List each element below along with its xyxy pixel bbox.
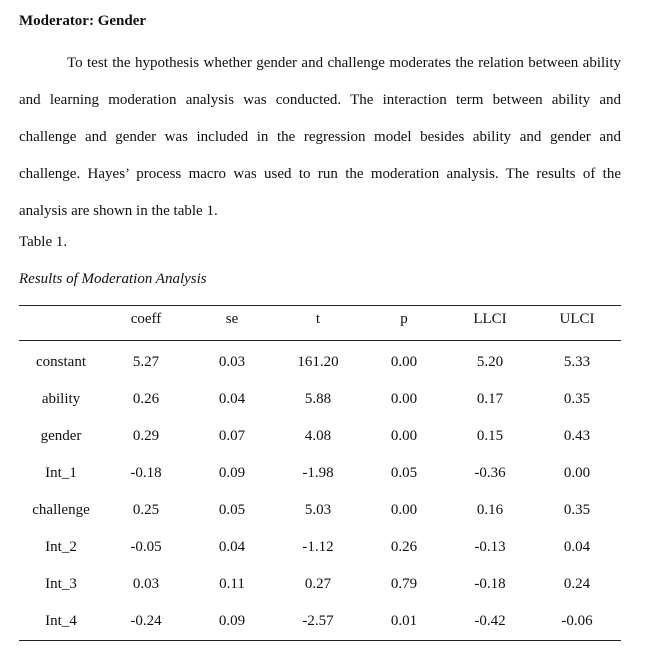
cell-coeff: -0.18 — [130, 465, 162, 481]
row-label: constant — [36, 354, 86, 370]
table-row — [19, 492, 621, 529]
cell-llci: 0.15 — [476, 428, 504, 444]
row-label: ability — [41, 391, 81, 407]
cell-coeff: 0.26 — [132, 391, 160, 407]
row-label: Int_3 — [45, 576, 77, 592]
row-label: challenge — [32, 502, 90, 518]
cell-t: 5.03 — [304, 502, 332, 518]
cell-t: 161.20 — [297, 354, 339, 370]
cell-p: 0.01 — [390, 613, 418, 629]
cell-coeff: -0.05 — [130, 539, 162, 555]
cell-se: 0.05 — [218, 502, 246, 518]
cell-p: 0.79 — [390, 576, 418, 592]
table-row — [19, 603, 621, 641]
column-header-p: p — [400, 311, 408, 327]
cell-ulci: 0.24 — [563, 576, 591, 592]
cell-t: 5.88 — [304, 391, 332, 407]
row-label: Int_2 — [45, 539, 77, 555]
results-table — [19, 305, 621, 641]
cell-llci: 0.16 — [476, 502, 504, 518]
row-label: Int_1 — [45, 465, 77, 481]
cell-se: 0.03 — [218, 354, 246, 370]
cell-se: 0.09 — [218, 613, 246, 629]
cell-ulci: 0.35 — [563, 502, 591, 518]
table-row — [19, 529, 621, 566]
row-label: gender — [40, 428, 82, 444]
cell-coeff: -0.24 — [130, 613, 162, 629]
cell-se: 0.04 — [218, 539, 246, 555]
table-row — [19, 381, 621, 418]
row-label: Int_4 — [45, 613, 77, 629]
cell-p: 0.00 — [390, 391, 418, 407]
cell-ulci: 0.35 — [563, 391, 591, 407]
cell-p: 0.00 — [390, 428, 418, 444]
column-header-t: t — [315, 311, 321, 327]
cell-coeff: 0.29 — [132, 428, 160, 444]
cell-t: 4.08 — [304, 428, 332, 444]
cell-llci: 5.20 — [476, 354, 504, 370]
cell-coeff: 0.03 — [132, 576, 160, 592]
column-header-llci: LLCI — [473, 311, 507, 327]
cell-t: -1.98 — [302, 465, 334, 481]
cell-p: 0.05 — [390, 465, 418, 481]
cell-ulci: -0.06 — [561, 613, 593, 629]
cell-se: 0.11 — [219, 576, 245, 592]
cell-ulci: 0.04 — [563, 539, 591, 555]
cell-coeff: 5.27 — [132, 354, 160, 370]
cell-llci: 0.17 — [476, 391, 504, 407]
table-header-row — [19, 306, 621, 341]
cell-llci: -0.13 — [474, 539, 506, 555]
cell-llci: -0.42 — [474, 613, 506, 629]
column-header-se: se — [225, 311, 239, 327]
table-row — [19, 455, 621, 492]
cell-ulci: 0.43 — [563, 428, 591, 444]
table-row — [19, 341, 621, 382]
cell-ulci: 5.33 — [563, 354, 591, 370]
cell-ulci: 0.00 — [563, 465, 591, 481]
cell-se: 0.04 — [218, 391, 246, 407]
column-header-ulci: ULCI — [559, 311, 595, 327]
cell-p: 0.26 — [390, 539, 418, 555]
section-heading: Moderator: Gender — [19, 13, 147, 29]
cell-p: 0.00 — [390, 354, 418, 370]
table-row — [19, 566, 621, 603]
cell-t: 0.27 — [304, 576, 332, 592]
cell-coeff: 0.25 — [132, 502, 160, 518]
column-header-coeff: coeff — [130, 311, 162, 327]
cell-llci: -0.36 — [474, 465, 506, 481]
cell-se: 0.07 — [218, 428, 246, 444]
cell-p: 0.00 — [390, 502, 418, 518]
table-row — [19, 418, 621, 455]
cell-se: 0.09 — [218, 465, 246, 481]
body-paragraph: To test the hypothesis whether gender and challenge moderates the relation between ability and learning moderation analysis was conducted. The interaction term between ability and challenge and gender was included in the regression model besides ability and gender and challenge. Hayes’ process macro was used to run the moderation analysis. The results of the analysis are shown in the table 1. — [19, 55, 621, 219]
cell-t: -1.12 — [302, 539, 334, 555]
table-label: Table 1. — [19, 234, 68, 250]
cell-llci: -0.18 — [474, 576, 506, 592]
table-caption: Results of Moderation Analysis — [19, 271, 207, 287]
column-header-blank — [19, 306, 103, 341]
cell-t: -2.57 — [302, 613, 334, 629]
